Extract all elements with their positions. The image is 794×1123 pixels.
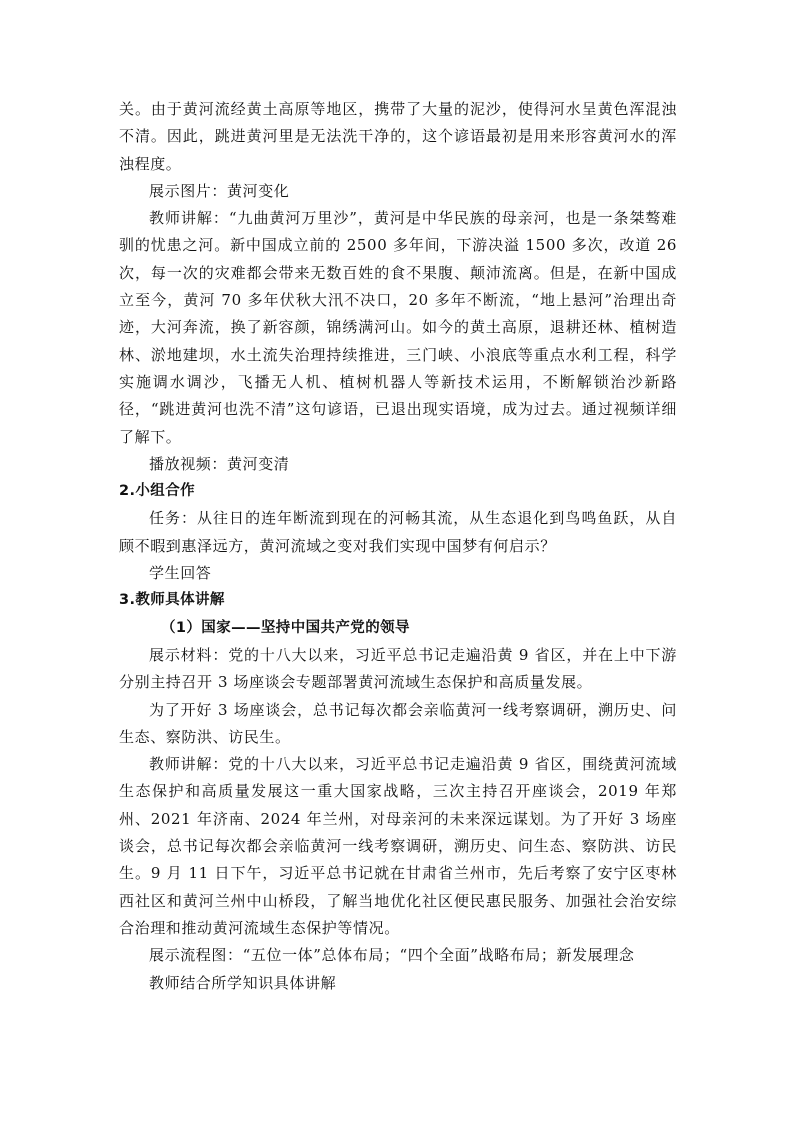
section-heading-teacher-explanation: 3.教师具体讲解 [119, 592, 225, 609]
paragraph-teacher-combined-explanation: 教师结合所学知识具体讲解 [149, 973, 337, 992]
paragraph-teacher-explanation-1: 教师讲解：“九曲黄河万里沙”，黄河是中华民族的母亲河，也是一条桀骜难驯的忧患之河。新中国成立前的 2500 多年间，下游决溢 1500 多次，改道 26 次，每一次的灾难都会带来无数百姓的食不果腹、颠沛流离。但是，在新中国成立至今，黄河 70 多年伏秋大汛不决口，20 多年不断流，“地上悬河”治理出奇迹，大河奔流，换了新容颜，锦绣满河山。如今的黄土高原，退耕还林、植树造林、淤地建坝，水土流失治理持续推进，三门峡、小浪底等重点水利工程，科学实施调水调沙，飞播无人机、植树机器人等新技术运用，不断解锁治沙新路径，“跳进黄河也洗不清”这句谚语，已退出现实语境，成为过去。通过视频详细了解下。 [119, 209, 677, 446]
paragraph-student-answer: 学生回答 [149, 564, 212, 583]
paragraph-task: 任务：从往日的连年断流到现在的河畅其流，从生态退化到鸟鸣鱼跃，从自顾不暇到惠泽远方，黄河流域之变对我们实现中国梦有何启示？ [119, 509, 677, 555]
paragraph-show-flowchart: 展示流程图：“五位一体”总体布局；“四个全面”战略布局；新发展理念 [149, 946, 635, 965]
paragraph-teacher-explanation-2: 教师讲解：党的十八大以来，习近平总书记走遍沿黄 9 省区，围绕黄河流域生态保护和高质量发展这一重大国家战略，三次主持召开座谈会，2019 年郑州、2021 年济南、2024 年兰州，对母亲河的未来深远谋划。为了开好 3 场座谈会，总书记每次都会亲临黄河一线考察调研，溯历史、问生态、察防洪、访民生。9 月 11 日下午，习近平总书记就在甘肃省兰州市，先后考察了安宁区枣林西社区和黄河兰州中山桥段，了解当地优化社区便民惠民服务、加强社会治安综合治理和推动黄河流域生态保护等情况。 [119, 755, 677, 937]
subsection-heading-country: （1）国家——坚持中国共产党的领导 [161, 619, 410, 636]
paragraph-three-symposiums: 为了开好 3 场座谈会，总书记每次都会亲临黄河一线考察调研，溯历史、问生态、察防洪、访民生。 [119, 700, 677, 746]
paragraph-show-material: 展示材料：党的十八大以来，习近平总书记走遍沿黄 9 省区，并在上中下游分别主持召开 3 场座谈会专题部署黄河流域生态保护和高质量发展。 [119, 645, 677, 692]
paragraph-intro-continuation: 关。由于黄河流经黄土高原等地区，携带了大量的泥沙，使得河水呈黄色浑混浊不清。因此，跳进黄河里是无法洗干净的，这个谚语最初是用来形容黄河水的浑浊程度。 [119, 100, 677, 173]
section-heading-group-work: 2.小组合作 [119, 483, 195, 500]
paragraph-show-image: 展示图片：黄河变化 [149, 181, 290, 200]
paragraph-play-video: 播放视频：黄河变清 [149, 454, 290, 473]
document-page [119, 96, 677, 997]
